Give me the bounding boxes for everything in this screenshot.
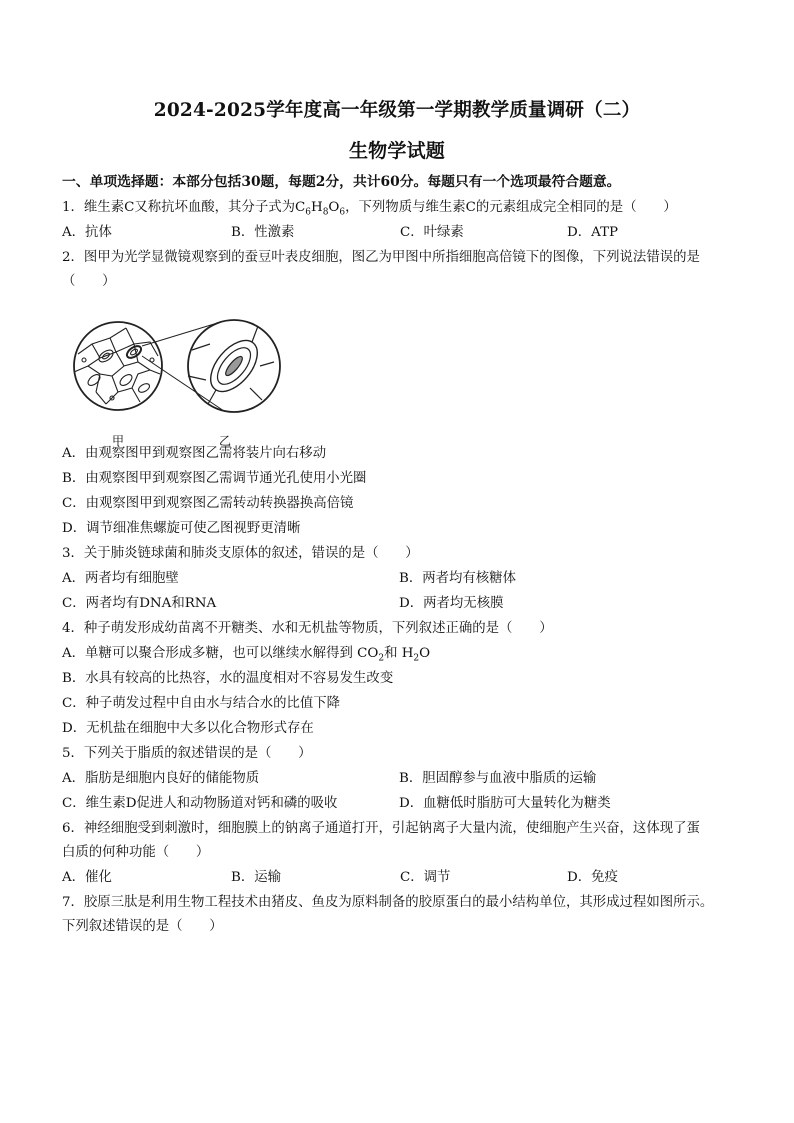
q5-option-c: C．维生素D促进人和动物肠道对钙和磷的吸收 [62, 796, 338, 811]
q1-option-a: A．抗体 [62, 225, 112, 240]
q6-option-d: D．免疫 [567, 870, 618, 885]
question-1-stem: 1．维生素C又称抗坏血酸，其分子式为$C_6H_8O_6$，下列物质与维生素C的元素组成完全相同的是（ ） [62, 200, 677, 218]
q4-option-c: C．种子萌发过程中自由水与结合水的比值下降 [62, 696, 341, 711]
q6-option-c: C．调节 [400, 870, 451, 885]
question-5-stem: 5．下列关于脂质的叙述错误的是（ ） [62, 746, 312, 761]
q2-option-c: C．由观察图甲到观察图乙需转动转换器换高倍镜 [62, 496, 354, 511]
figure-a-cells [74, 322, 162, 410]
question-7-stem-cont: 下列叙述错误的是（ ） [62, 919, 223, 934]
q2-option-a: A．由观察图甲到观察图乙需将装片向右移动 [62, 446, 327, 461]
question-6-stem: 6．神经细胞受到刺激时，细胞膜上的钠离子通道打开，引起钠离子大量内流，使细胞产生兴奋，这体现了蛋 [62, 821, 700, 836]
q4-option-b: B．水具有较高的比热容，水的温度相对不容易发生改变 [62, 671, 394, 686]
q4-option-d: D．无机盐在细胞中大多以化合物形式存在 [62, 721, 314, 736]
figure-b-guard-cell [188, 320, 280, 412]
q3-option-a: A．两者均有细胞壁 [62, 571, 179, 586]
question-4-stem: 4．种子萌发形成幼苗离不开糖类、水和无机盐等物质，下列叙述正确的是（ ） [62, 621, 553, 636]
q5-option-a: A．脂肪是细胞内良好的储能物质 [62, 771, 260, 786]
q1-option-b: B．性激素 [231, 225, 295, 240]
q1-option-d: D．ATP [567, 225, 619, 240]
figure-label-a: 甲 [112, 434, 125, 448]
q5-option-b: B．胆固醇参与血液中脂质的运输 [399, 771, 597, 786]
microscope-figure [66, 314, 296, 428]
q3-option-c: C．两者均有DNA和RNA [62, 596, 217, 611]
q2-option-d: D．调节细准焦螺旋可使乙图视野更清晰 [62, 521, 301, 536]
q2-option-b: B．由观察图甲到观察图乙需调节通光孔使用小光圈 [62, 471, 367, 486]
q6-option-b: B．运输 [231, 870, 282, 885]
q1-option-c: C．叶绿素 [400, 225, 464, 240]
q5-option-d: D．血糖低时脂肪可大量转化为糖类 [399, 796, 611, 811]
page-subtitle: 生物学试题 [348, 140, 445, 162]
q3-option-d: D．两者均无核膜 [399, 596, 504, 611]
question-6-stem-cont: 白质的何种功能（ ） [62, 845, 210, 860]
q3-option-b: B．两者均有核糖体 [399, 571, 516, 586]
q4-option-a: A．单糖可以聚合形成多糖，也可以继续水解得到 $CO_2$和 $H_2O$ [62, 646, 431, 664]
q6-option-a: A．催化 [62, 870, 112, 885]
question-2-stem: 2．图甲为光学显微镜观察到的蚕豆叶表皮细胞，图乙为甲图中所指细胞高倍镜下的图像，下列说法错误的是 [62, 250, 700, 265]
figure-label-b: 乙 [219, 434, 232, 448]
question-3-stem: 3．关于肺炎链球菌和肺炎支原体的叙述，错误的是（ ） [62, 546, 419, 561]
question-7-stem: 7．胶原三肽是利用生物工程技术由猪皮、鱼皮为原料制备的胶原蛋白的最小结构单位，其形成过程如图所示。 [62, 895, 714, 910]
page-title: 2024-2025学年度高一年级第一学期教学质量调研（二） [153, 100, 641, 121]
section-heading: 一、单项选择题：本部分包括30题，每题2分，共计60分。每题只有一个选项最符合题意。 [62, 174, 621, 190]
question-2-stem-cont: （ ） [62, 274, 116, 289]
